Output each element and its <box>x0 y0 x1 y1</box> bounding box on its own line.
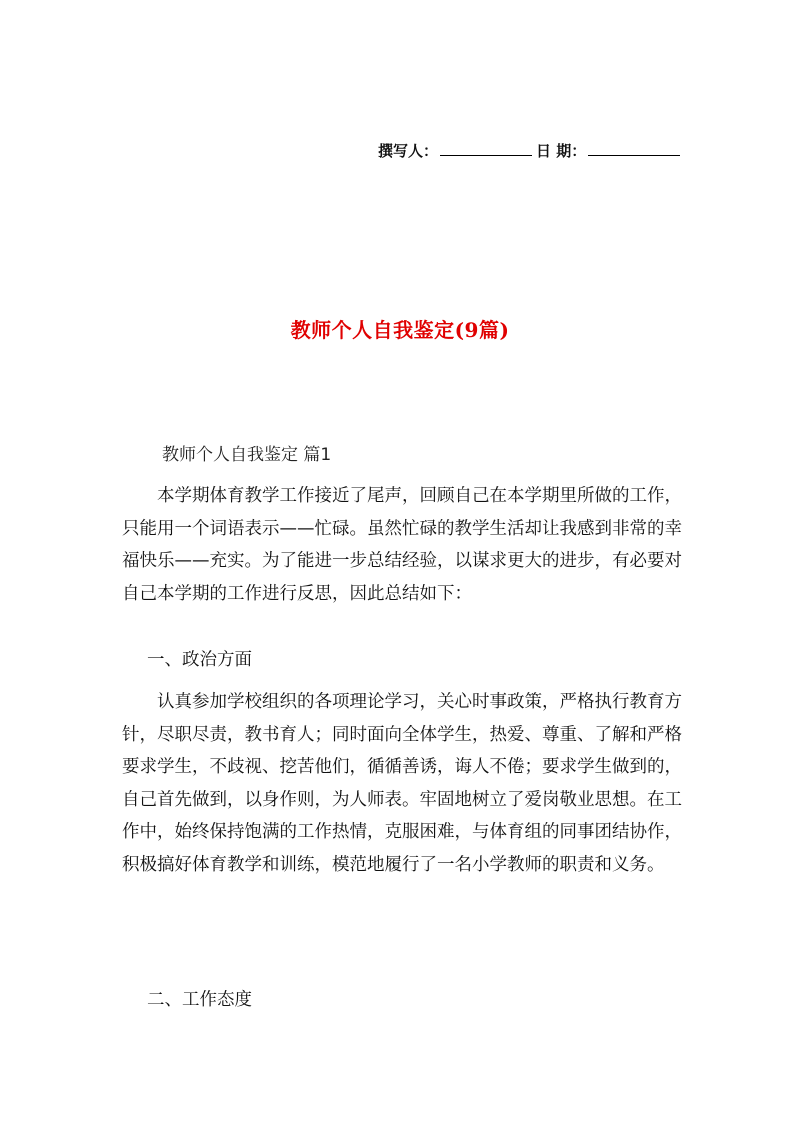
paragraph-politics: 认真参加学校组织的各项理论学习，关心时事政策，严格执行教育方针，尽职尽责，教书育人；同时面向全体学生，热爱、尊重、了解和严格要求学生，不歧视、挖苦他们，循循善诱，诲人不倦；要求学生做到的，自己首先做到，以身作则，为人师表。牢固地树立了爱岗敬业思想。在工作中，始终保持饱满的工作热情，克服困难，与体育组的同事团结协作，积极搞好体育教学和训练，模范地履行了一名小学教师的职责和义务。 <box>122 692 682 875</box>
section-heading: 教师个人自我鉴定 篇1 <box>162 445 332 465</box>
date-blank <box>588 141 680 156</box>
date-label: 日 期： <box>536 142 587 160</box>
paragraph-intro: 本学期体育教学工作接近了尾声，回顾自己在本学期里所做的工作，只能用一个词语表示——忙碌。虽然忙碌的教学生活却让我感到非常的幸福快乐——充实。为了能进一步总结经验，以谋求更大的进步，有必要对自己本学期的工作进行反思，因此总结如下： <box>122 486 682 604</box>
author-label: 撰写人： <box>378 142 439 160</box>
document-title: 教师个人自我鉴定(9篇) <box>290 318 510 342</box>
author-date-line <box>378 140 682 161</box>
heading-attitude: 二、工作态度 <box>147 990 252 1010</box>
heading-politics: 一、政治方面 <box>147 650 252 670</box>
author-blank <box>440 141 532 156</box>
